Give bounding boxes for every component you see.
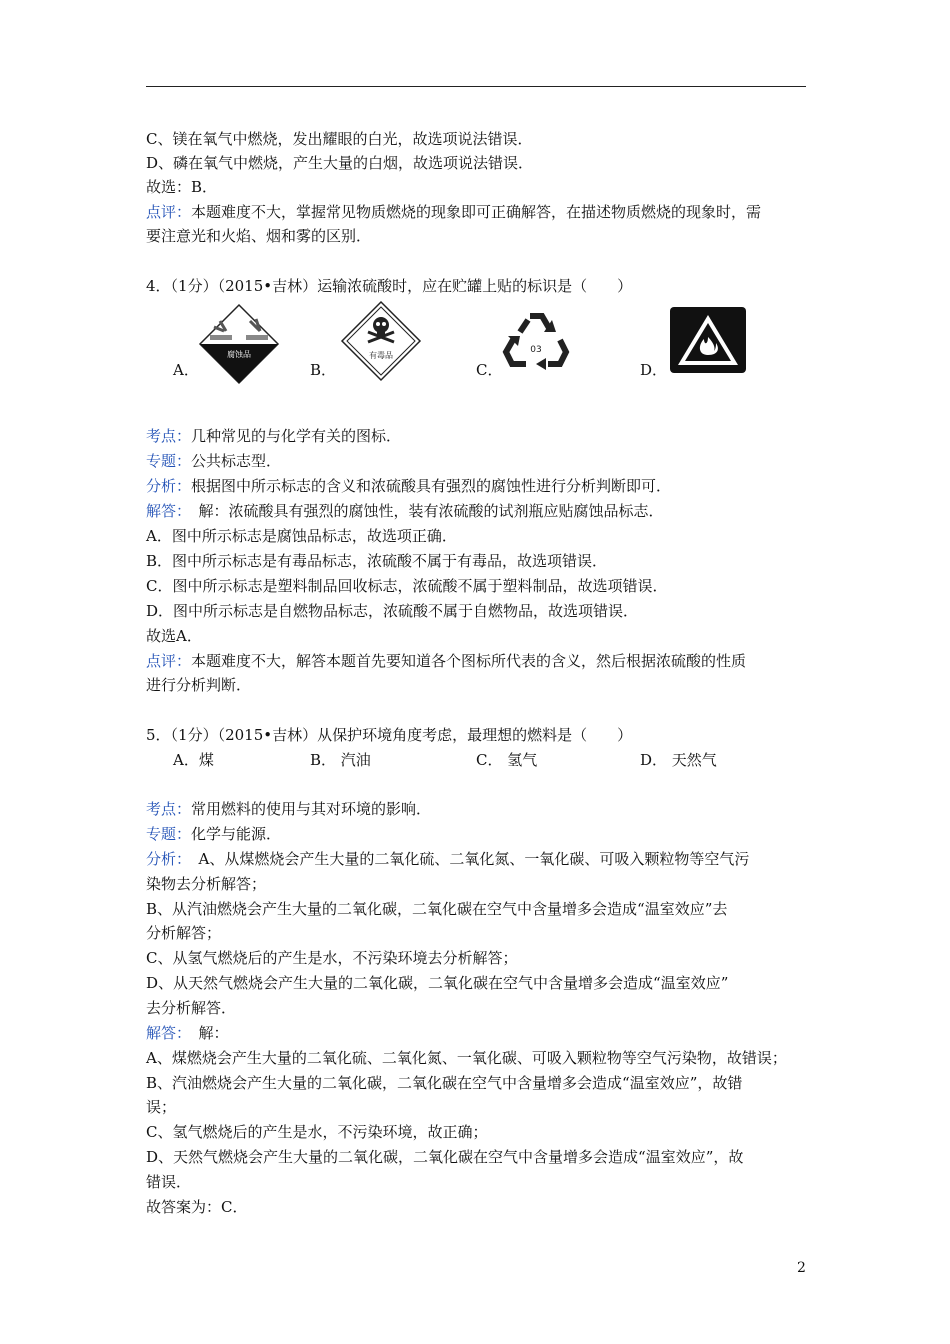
q5-kaodian	[146, 797, 431, 821]
q4-answer-d: D．图中所示标志是自燃物品标志，浓硫酸不属于自燃物品，故选项错误．	[146, 602, 639, 620]
q5-answer-2: B、汽油燃烧会产生大量的二氧化碳，二氧化碳在空气中含量增多会造成“温室效应”，故错	[146, 1074, 743, 1092]
corrosive-sign-icon	[198, 303, 280, 385]
jieda-label: 解答：	[146, 1024, 184, 1042]
q5-fenxi-3: B、从汽油燃烧会产生大量的二氧化碳，二氧化碳在空气中含量增多会造成“温室效应”去	[146, 900, 728, 918]
q4-choice: 故选A．	[146, 627, 202, 645]
q5-answer-6: 错误．	[146, 1173, 192, 1191]
recycle-sign-icon	[500, 310, 572, 376]
corrosive-sign-label: 腐蚀品	[227, 350, 251, 359]
q5-fenxi	[146, 847, 749, 871]
q5-option-c: C． 氢气	[476, 751, 538, 769]
q4-fenxi	[146, 474, 671, 498]
q5-stem: 5．（1分）（2015•吉林）从保护环境角度考虑，最理想的燃料是（ ）	[146, 726, 633, 744]
q5-option-a: A．煤	[173, 751, 214, 769]
jieda-text: 解：浓硫酸具有强烈的腐蚀性，装有浓硫酸的试剂瓶应贴腐蚀品标志．	[183, 502, 664, 520]
q4-option-a: A．	[173, 361, 199, 379]
q5-fenxi-2: 染物去分析解答；	[146, 875, 267, 893]
kaodian-text: 常用燃料的使用与其对环境的影响．	[191, 800, 432, 818]
recycle-sign-code: 03	[530, 345, 542, 355]
q5-answer-3: 误；	[146, 1098, 177, 1116]
kaodian-label: 考点：	[146, 427, 192, 445]
q4-stem: 4．（1分）（2015•吉林）运输浓硫酸时，应在贮罐上贴的标识是（ ）	[146, 277, 633, 295]
fenxi-label: 分析：	[146, 850, 184, 868]
q4-option-d: D．	[640, 361, 668, 379]
jieda-text: 解：	[183, 1024, 229, 1042]
q5-fenxi-4: 分析解答；	[146, 924, 222, 942]
q5-option-d: D． 天然气	[640, 751, 717, 769]
q5-jieda	[146, 1021, 229, 1045]
q3-review-cont: 要注意光和火焰、烟和雾的区别．	[146, 227, 372, 245]
q5-fenxi-7: 去分析解答．	[146, 999, 237, 1017]
fenxi-text: 根据图中所示标志的含义和浓硫酸具有强烈的腐蚀性进行分析判断即可．	[191, 477, 672, 495]
q5-answer-5: D、天然气燃烧会产生大量的二氧化碳，二氧化碳在空气中含量增多会造成“温室效应”，故	[146, 1148, 744, 1166]
q4-kaodian	[146, 424, 401, 448]
q5-zhuanti	[146, 822, 281, 846]
zhuanti-text: 化学与能源．	[191, 825, 282, 843]
zhuanti-text: 公共标志型．	[191, 452, 282, 470]
toxic-sign-icon	[340, 300, 422, 382]
q5-answer-4: C、氢气燃烧后的产生是水，不污染环境，故正确；	[146, 1123, 488, 1141]
q4-answer-c: C．图中所示标志是塑料制品回收标志，浓硫酸不属于塑料制品，故选项错误．	[146, 577, 668, 595]
q3-option-c-explanation: C、镁在氧气中燃烧，发出耀眼的白光，故选项说法错误．	[146, 130, 533, 148]
q4-review	[146, 649, 746, 673]
q5-answer-1: A、煤燃烧会产生大量的二氧化硫、二氧化氮、一氧化碳、可吸入颗粒物等空气污染物，故错误；	[146, 1049, 787, 1067]
q4-review-cont: 进行分析判断．	[146, 676, 252, 694]
q4-option-c: C．	[476, 361, 503, 379]
q4-answer-b: B．图中所示标志是有毒品标志，浓硫酸不属于有毒品，故选项错误．	[146, 552, 608, 570]
q4-jieda	[146, 499, 664, 523]
fenxi-text: A、从煤燃烧会产生大量的二氧化硫、二氧化氮、一氧化碳、可吸入颗粒物等空气污	[183, 850, 750, 868]
q5-option-b: B． 汽油	[310, 751, 371, 769]
review-text: 本题难度不大，掌握常见物质燃烧的现象即可正确解答，在描述物质燃烧的现象时，需	[191, 203, 762, 221]
q5-final-answer: 故答案为：C．	[146, 1198, 248, 1216]
flammable-sign-icon	[670, 307, 746, 373]
q4-zhuanti	[146, 449, 281, 473]
q3-review	[146, 200, 761, 224]
page-number: 2	[797, 1260, 806, 1276]
toxic-sign-label: 有毒品	[369, 351, 393, 360]
review-text: 本题难度不大，解答本题首先要知道各个图标所代表的含义，然后根据浓硫酸的性质	[191, 652, 747, 670]
review-label: 点评：	[146, 652, 192, 670]
fenxi-label: 分析：	[146, 477, 192, 495]
header-rule	[146, 86, 806, 87]
q4-answer-a: A．图中所示标志是腐蚀品标志，故选项正确．	[146, 527, 457, 545]
q4-option-b: B．	[310, 361, 337, 379]
kaodian-text: 几种常见的与化学有关的图标．	[191, 427, 402, 445]
review-label: 点评：	[146, 203, 192, 221]
q5-fenxi-5: C、从氢气燃烧后的产生是水，不污染环境去分析解答；	[146, 949, 518, 967]
q3-choice: 故选：B．	[146, 178, 218, 196]
jieda-label: 解答：	[146, 502, 184, 520]
zhuanti-label: 专题：	[146, 825, 192, 843]
zhuanti-label: 专题：	[146, 452, 192, 470]
q3-option-d-explanation: D、磷在氧气中燃烧，产生大量的白烟，故选项说法错误．	[146, 154, 534, 172]
q5-fenxi-6: D、从天然气燃烧会产生大量的二氧化碳，二氧化碳在空气中含量增多会造成“温室效应”	[146, 974, 729, 992]
kaodian-label: 考点：	[146, 800, 192, 818]
